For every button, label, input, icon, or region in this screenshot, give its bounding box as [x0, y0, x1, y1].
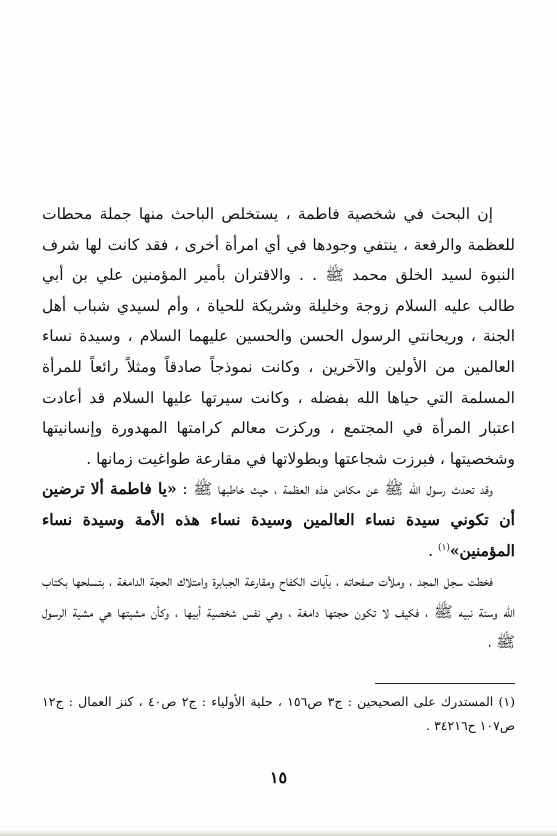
footnote: (١) المستدرك على الصحيحين : ج٣ ص١٥٦ ، حلية الأولياء : ج٢ ص٤٠ ، كنز العمال : ج١٢ ص١٠٧ ح٣٤٢١٦ . [42, 694, 515, 733]
quote-end: . [428, 541, 438, 560]
hadith-quote: «يا فاطمة ألا ترضين أن تكوني سيدة نساء العالمين وسيدة نساء هذه الأمة وسيدة نساء المؤمنين» [42, 479, 515, 560]
paragraph-2: فخطت سجل المجد ، وملأت صفحاته ، بآيات الكفاح ومقارعة الجبابرة وامتلاك الحجة الدامغة ، بتسلحها بكتاب الله وسنة نبيه ﷺ ، فكيف لا تكون حجتها دامغة ، وهي نفس شخصية أبيها ، وكأن مشيتها هي مشية الرسول ﷺ ، [42, 572, 515, 652]
page-number: ١٥ [269, 768, 288, 787]
quote-intro: وقد تحدث رسول الله ﷺ عن مكامن هذه العظمة ، حيث خاطبها ﷺ : [182, 480, 493, 499]
paragraph-1: إن البحث في شخصية فاطمة ، يستخلص الباحث منها جملة محطات للعظمة والرفعة ، ينتفي وجودها في أي امرأة أخرى ، فقد كانت لها شرف النبوة لسيد الخلق محمد ﷺ . . والاقتران بأمير المؤمنين علي بن أبي طالب عليه السلام زوجة وخليلة وشريكة للحياة ، وأم لسيدي شباب أهل الجنة ، وريحانتي الرسول الحسن والحسين عليهما السلام ، وسيدة نساء العالمين من الأولين والآخرين ، وكانت نموذجاً صادقاً ومثلاً رائعاً للمرأة المسلمة التي حياها الله بفضله ، وكانت سيرتها عليها السلام قد أعادت اعتبار المرأة في المجتمع ، وركزت معالم كرامتها المهدورة وإنسانيتها وشخصيتها ، فبرزت شجاعتها وبطولاتها في مقارعة طواغيت زمانها . [42, 205, 515, 468]
main-text [42, 199, 515, 658]
quote-paragraph [42, 474, 515, 566]
scan-edge [0, 830, 557, 836]
footnote-divider [375, 683, 515, 684]
footnote-reference: (١) [437, 542, 450, 553]
